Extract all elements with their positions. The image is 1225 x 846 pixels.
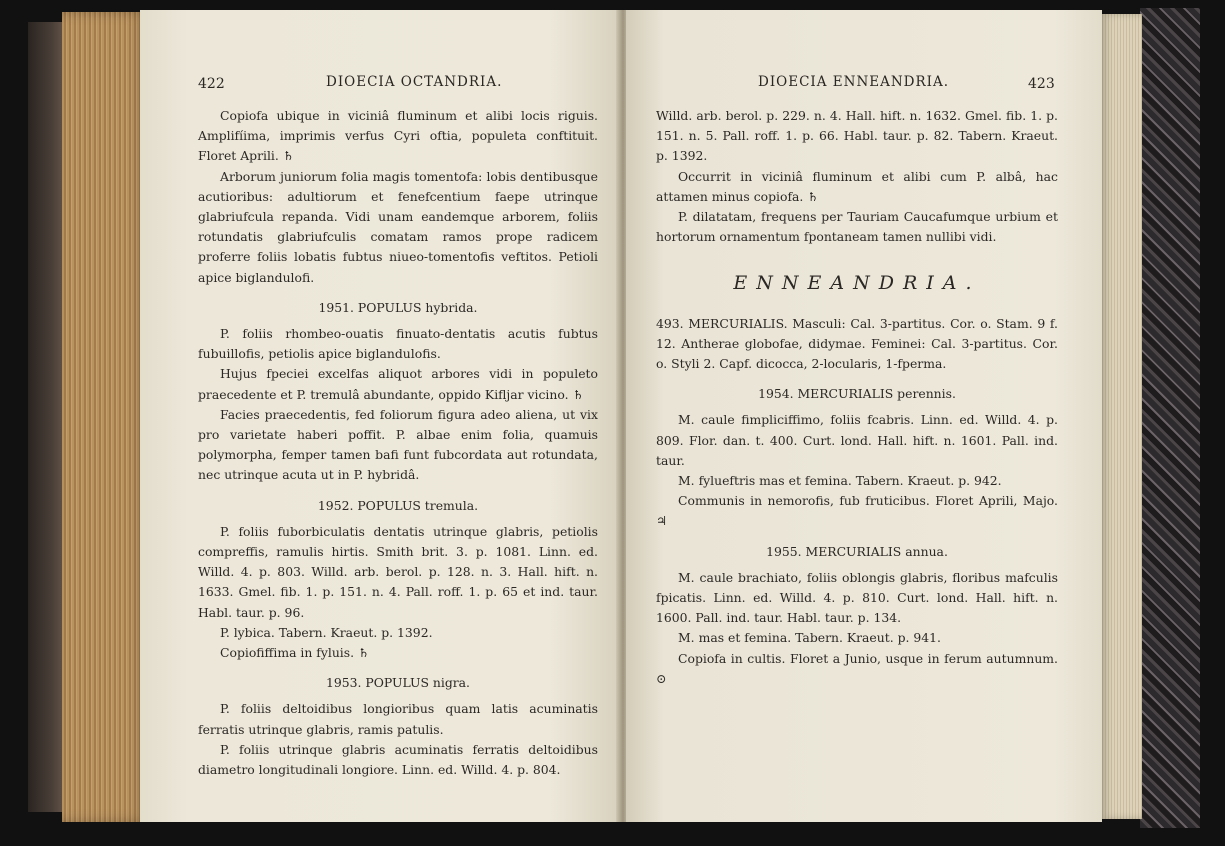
paragraph: P. foliis deltoidibus longioribus quam latis acuminatis ferratis utrinque glabris, ramis patulis. bbox=[198, 701, 598, 737]
paragraph: P. lybica. Tabern. Kraeut. p. 1392. bbox=[220, 624, 433, 640]
species-heading: 1951. POPULUS hybrida. bbox=[318, 299, 478, 315]
paragraph: Copiofa ubique in viciniâ fluminum et alibi locis riguis. Amplifíima, imprimis verfus Cyri oftia, populeta conftituit. Floret Aprili. ♄ bbox=[198, 108, 598, 164]
page-body bbox=[656, 106, 1058, 689]
class-heading: ENNEANDRIA. bbox=[733, 272, 981, 295]
paragraph: M. mas et femina. Tabern. Kraeut. p. 941. bbox=[678, 630, 941, 646]
paragraph: Hujus fpeciei excelfas aliquot arbores vidi in populeto praecedente et P. tremulâ abundante, oppido Kifljar vicino. ♄ bbox=[198, 366, 598, 402]
running-head: DIOECIA OCTANDRIA. bbox=[326, 74, 503, 90]
paragraph: M. caule brachiato, foliis oblongis glabris, floribus mafculis fpicatis. Linn. ed. Willd. 4. p. 810. Curt. lond. Hall. hift. n. 1600. Pall. ind. taur. Habl. taur. p. 134. bbox=[656, 569, 1058, 626]
species-heading: 1954. MERCURIALIS perennis. bbox=[758, 386, 956, 402]
paragraph: P. foliis rhombeo-ouatis finuato-dentatis acutis fubtus fubuillofis, petiolis apice biglandulofis. bbox=[198, 326, 598, 362]
page-number: 423 bbox=[1028, 76, 1055, 92]
paragraph: P. foliis fuborbiculatis dentatis utrinque glabris, petiolis compreffis, ramulis hirtis. Smith brit. 3. p. 1081. Linn. ed. Willd. 4. p. 803. Willd. arb. berol. p. 128. n. 3. Hall. hift. n. 1633. Gmel. fib. 1. p. 151. n. 4. Pall. roff. 1. p. 65 et ind. taur. Habl. taur. p. 96. bbox=[198, 523, 598, 620]
paragraph: M. fylueftris mas et femina. Tabern. Kraeut. p. 942. bbox=[678, 473, 1002, 489]
species-heading: 1953. POPULUS nigra. bbox=[325, 675, 470, 691]
paragraph: 493. MERCURIALIS. Masculi: Cal. 3-partitus. Cor. o. Stam. 9 f. 12. Antherae globofae, didymae. Feminei: Cal. 3-partitus. Cor. o. Styli 2. Capf. dicocca, 2-locularis, 1-fperma. bbox=[656, 315, 1058, 372]
species-heading: 1952. POPULUS tremula. bbox=[317, 497, 479, 513]
paragraph: P. foliis utrinque glabris acuminatis ferratis deltoidibus diametro longitudinali longiore. Linn. ed. Willd. 4. p. 804. bbox=[198, 741, 598, 778]
paragraph: Communis in nemorofis, fub fruticibus. Floret Aprili, Majo. ♃ bbox=[656, 493, 1058, 529]
right-page bbox=[626, 10, 1102, 822]
paragraph: Occurrit in viciniâ fluminum et alibi cum P. albâ, hac attamen minus copiofa. ♄ bbox=[656, 168, 1058, 204]
paragraph: Facies praecedentis, fed foliorum figura adeo aliena, ut vix pro varietate haberi poffit. P. albae enim folia, quamuis polymorpha, femper tamen bafi funt fubcordata aut rotundata, nec utrinque acuta ut in P. hybridâ. bbox=[198, 406, 598, 483]
left-page bbox=[140, 10, 622, 822]
paragraph: Arborum juniorum folia magis tomentofa: lobis dentibusque acutioribus: adultiorum et fenefcentium faepe utrinque glabriufcula repanda. Vidi unam eandemque arborem, foliis rotundatis glabriufculis comatam ramos prope radicem proferre foliis lobatis fubtus niueo-tomentofis veftitos. Petioli apice biglandulofi. bbox=[198, 168, 598, 285]
page-number: 422 bbox=[198, 76, 225, 92]
paragraph: Willd. arb. berol. p. 229. n. 4. Hall. hift. n. 1632. Gmel. fib. 1. p. 151. n. 5. Pall. roff. 1. p. 66. Habl. taur. p. 82. Tabern. Kraeut. p. 1392. bbox=[656, 108, 1058, 164]
page-edges-right bbox=[1100, 14, 1142, 819]
paragraph: Copiofiffima in fyluis. ♄ bbox=[220, 645, 370, 661]
species-heading: 1955. MERCURIALIS annua. bbox=[766, 543, 948, 559]
paragraph: Copiofa in cultis. Floret a Junio, usque in ferum autumnum. ⊙ bbox=[656, 650, 1058, 686]
book-cover-right bbox=[1140, 8, 1200, 828]
paragraph: P. dilatatam, frequens per Tauriam Caucafumque urbium et hortorum ornamentum fpontaneam tamen nullibi vidi. bbox=[656, 209, 1058, 245]
paragraph: M. caule fimpliciffimo, foliis fcabris. Linn. ed. Willd. 4. p. 809. Flor. dan. t. 400. Curt. lond. Hall. hift. n. 1601. Pall. ind. taur. bbox=[656, 412, 1058, 468]
page-edges-left bbox=[62, 12, 148, 822]
page-body bbox=[198, 106, 598, 780]
running-head: DIOECIA ENNEANDRIA. bbox=[758, 74, 950, 90]
